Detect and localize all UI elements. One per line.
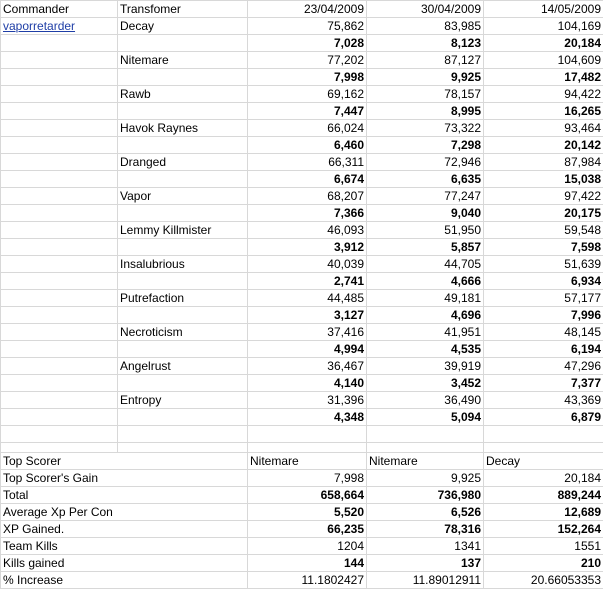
player-gain-cell[interactable]: 20,142 — [484, 137, 603, 154]
player-gain-row — [1, 171, 603, 188]
player-gain-cell[interactable]: 4,994 — [248, 341, 367, 358]
player-gain-cell[interactable]: 7,598 — [484, 239, 603, 256]
summary-value[interactable]: Nitemare — [367, 453, 484, 470]
player-xp-cell[interactable]: 41,951 — [367, 324, 484, 341]
date-header-2[interactable]: 30/04/2009 — [367, 1, 484, 18]
player-name[interactable]: Vapor — [118, 188, 248, 205]
empty-cell[interactable] — [118, 375, 248, 392]
player-xp-row — [1, 392, 603, 409]
empty-cell[interactable] — [1, 256, 118, 273]
summary-value[interactable]: 66,235 — [248, 521, 367, 538]
player-gain-cell[interactable]: 4,535 — [367, 341, 484, 358]
player-gain-cell[interactable]: 9,925 — [367, 69, 484, 86]
player-xp-cell[interactable]: 44,705 — [367, 256, 484, 273]
summary-value[interactable]: 11.1802427 — [248, 572, 367, 589]
empty-cell[interactable] — [1, 154, 118, 171]
player-xp-row — [1, 222, 603, 239]
player-gain-cell[interactable]: 7,996 — [484, 307, 603, 324]
player-gain-cell[interactable]: 3,452 — [367, 375, 484, 392]
summary-value[interactable]: 20,184 — [484, 470, 603, 487]
empty-cell[interactable] — [118, 341, 248, 358]
player-xp-cell[interactable]: 66,311 — [248, 154, 367, 171]
summary-row-team-kills — [1, 538, 603, 555]
player-xp-cell[interactable]: 59,548 — [484, 222, 603, 239]
player-xp-cell[interactable]: 87,127 — [367, 52, 484, 69]
player-xp-row — [1, 256, 603, 273]
player-gain-cell[interactable]: 5,857 — [367, 239, 484, 256]
empty-cell[interactable] — [118, 239, 248, 256]
transformer-header[interactable]: Transfomer — [118, 1, 248, 18]
player-gain-cell[interactable]: 6,460 — [248, 137, 367, 154]
player-xp-cell[interactable]: 66,024 — [248, 120, 367, 137]
summary-value[interactable]: Nitemare — [248, 453, 367, 470]
summary-value[interactable]: 1341 — [367, 538, 484, 555]
empty-cell[interactable] — [1, 52, 118, 69]
summary-label[interactable]: Top Scorer — [1, 453, 248, 470]
player-xp-row — [1, 86, 603, 103]
player-xp-cell[interactable]: 51,950 — [367, 222, 484, 239]
player-name[interactable]: Putrefaction — [118, 290, 248, 307]
player-xp-row — [1, 18, 603, 35]
empty-cell[interactable] — [1, 171, 118, 188]
player-xp-cell[interactable]: 43,369 — [484, 392, 603, 409]
player-gain-row — [1, 35, 603, 52]
summary-value[interactable]: 1551 — [484, 538, 603, 555]
player-name[interactable]: Insalubrious — [118, 256, 248, 273]
empty-cell[interactable] — [1, 69, 118, 86]
player-gain-cell[interactable]: 5,094 — [367, 409, 484, 426]
player-name[interactable]: Havok Raynes — [118, 120, 248, 137]
summary-value[interactable]: Decay — [484, 453, 603, 470]
summary-value[interactable]: 152,264 — [484, 521, 603, 538]
player-gain-row — [1, 409, 603, 426]
player-gain-cell[interactable]: 7,377 — [484, 375, 603, 392]
empty-cell[interactable] — [1, 341, 118, 358]
player-xp-cell[interactable]: 77,202 — [248, 52, 367, 69]
player-xp-cell[interactable]: 48,145 — [484, 324, 603, 341]
summary-label[interactable]: XP Gained. — [1, 521, 248, 538]
empty-cell[interactable] — [248, 426, 367, 443]
player-xp-row — [1, 188, 603, 205]
summary-value[interactable]: 210 — [484, 555, 603, 572]
empty-cell[interactable] — [118, 273, 248, 290]
player-gain-cell[interactable]: 2,741 — [248, 273, 367, 290]
player-xp-cell[interactable]: 97,422 — [484, 188, 603, 205]
player-gain-cell[interactable]: 7,447 — [248, 103, 367, 120]
summary-value[interactable]: 9,925 — [367, 470, 484, 487]
summary-row-kills-gained — [1, 555, 603, 572]
player-xp-cell[interactable]: 93,464 — [484, 120, 603, 137]
summary-label[interactable]: Kills gained — [1, 555, 248, 572]
summary-value[interactable]: 658,664 — [248, 487, 367, 504]
empty-cell[interactable] — [118, 69, 248, 86]
empty-cell[interactable] — [1, 188, 118, 205]
empty-cell[interactable] — [1, 120, 118, 137]
player-gain-cell[interactable]: 9,040 — [367, 205, 484, 222]
player-xp-cell[interactable]: 39,919 — [367, 358, 484, 375]
empty-cell[interactable] — [118, 35, 248, 52]
player-xp-cell[interactable]: 75,862 — [248, 18, 367, 35]
player-gain-cell[interactable]: 3,912 — [248, 239, 367, 256]
player-gain-cell[interactable]: 7,298 — [367, 137, 484, 154]
player-gain-cell[interactable]: 15,038 — [484, 171, 603, 188]
empty-cell[interactable] — [1, 103, 118, 120]
player-name[interactable]: Rawb — [118, 86, 248, 103]
empty-cell[interactable] — [484, 426, 603, 443]
player-gain-cell[interactable]: 7,998 — [248, 69, 367, 86]
commander-header[interactable]: Commander — [1, 1, 118, 18]
summary-label[interactable]: % Increase — [1, 572, 248, 589]
empty-cell[interactable] — [1, 239, 118, 256]
player-gain-cell[interactable]: 3,127 — [248, 307, 367, 324]
player-gain-row — [1, 307, 603, 324]
player-xp-cell[interactable]: 40,039 — [248, 256, 367, 273]
summary-value[interactable]: 736,980 — [367, 487, 484, 504]
summary-value[interactable]: 889,244 — [484, 487, 603, 504]
player-xp-cell[interactable]: 44,485 — [248, 290, 367, 307]
player-gain-row — [1, 103, 603, 120]
player-gain-cell[interactable]: 6,934 — [484, 273, 603, 290]
empty-cell[interactable] — [118, 171, 248, 188]
empty-cell[interactable] — [118, 137, 248, 154]
player-xp-cell[interactable]: 69,162 — [248, 86, 367, 103]
player-xp-row — [1, 52, 603, 69]
summary-value[interactable]: 20.66053353 — [484, 572, 603, 589]
empty-cell[interactable] — [484, 443, 603, 453]
empty-cell[interactable] — [1, 86, 118, 103]
player-gain-cell[interactable]: 6,674 — [248, 171, 367, 188]
empty-cell[interactable] — [367, 443, 484, 453]
player-name[interactable]: Dranged — [118, 154, 248, 171]
date-header-1[interactable]: 23/04/2009 — [248, 1, 367, 18]
summary-row-top-gain — [1, 470, 603, 487]
empty-cell[interactable] — [367, 426, 484, 443]
player-xp-cell[interactable]: 57,177 — [484, 290, 603, 307]
date-header-3[interactable]: 14/05/2009 — [484, 1, 603, 18]
empty-cell[interactable] — [118, 426, 248, 443]
empty-cell[interactable] — [1, 307, 118, 324]
player-gain-cell[interactable]: 16,265 — [484, 103, 603, 120]
player-gain-cell[interactable]: 4,348 — [248, 409, 367, 426]
player-xp-cell[interactable]: 78,157 — [367, 86, 484, 103]
player-xp-cell[interactable]: 68,207 — [248, 188, 367, 205]
empty-cell[interactable] — [1, 35, 118, 52]
player-xp-cell[interactable]: 36,490 — [367, 392, 484, 409]
player-gain-cell[interactable]: 8,123 — [367, 35, 484, 52]
summary-row-xp-gained — [1, 521, 603, 538]
player-gain-row — [1, 205, 603, 222]
summary-value[interactable]: 12,689 — [484, 504, 603, 521]
spacer-row — [1, 443, 603, 453]
player-gain-cell[interactable]: 20,175 — [484, 205, 603, 222]
player-xp-row — [1, 324, 603, 341]
summary-label[interactable]: Top Scorer's Gain — [1, 470, 248, 487]
summary-value[interactable]: 144 — [248, 555, 367, 572]
spacer-row — [1, 426, 603, 443]
player-name[interactable]: Decay — [118, 18, 248, 35]
empty-cell[interactable] — [248, 443, 367, 453]
empty-cell[interactable] — [1, 426, 118, 443]
player-xp-cell[interactable]: 72,946 — [367, 154, 484, 171]
summary-value[interactable]: 1204 — [248, 538, 367, 555]
empty-cell[interactable] — [118, 409, 248, 426]
player-xp-cell[interactable]: 104,609 — [484, 52, 603, 69]
player-gain-row — [1, 239, 603, 256]
summary-row-increase — [1, 572, 603, 589]
empty-cell[interactable] — [1, 324, 118, 341]
player-xp-cell[interactable]: 49,181 — [367, 290, 484, 307]
player-gain-row — [1, 375, 603, 392]
player-gain-row — [1, 69, 603, 86]
sheet-body — [1, 1, 603, 589]
summary-label[interactable]: Total — [1, 487, 248, 504]
player-gain-cell[interactable]: 4,666 — [367, 273, 484, 290]
player-name[interactable]: Angelrust — [118, 358, 248, 375]
player-gain-cell[interactable]: 8,995 — [367, 103, 484, 120]
player-name[interactable]: Nitemare — [118, 52, 248, 69]
player-xp-cell[interactable]: 31,396 — [248, 392, 367, 409]
empty-cell[interactable] — [1, 290, 118, 307]
commander-link[interactable]: vaporretarder — [1, 18, 118, 35]
player-xp-cell[interactable]: 104,169 — [484, 18, 603, 35]
player-gain-cell[interactable]: 4,140 — [248, 375, 367, 392]
summary-value[interactable]: 137 — [367, 555, 484, 572]
player-xp-cell[interactable]: 73,322 — [367, 120, 484, 137]
player-gain-cell[interactable]: 6,194 — [484, 341, 603, 358]
player-gain-cell[interactable]: 6,879 — [484, 409, 603, 426]
player-xp-row — [1, 120, 603, 137]
empty-cell[interactable] — [1, 205, 118, 222]
summary-row-top-scorer — [1, 453, 603, 470]
empty-cell[interactable] — [1, 409, 118, 426]
player-xp-cell[interactable]: 46,093 — [248, 222, 367, 239]
player-xp-row — [1, 290, 603, 307]
player-xp-row — [1, 154, 603, 171]
player-xp-cell[interactable]: 51,639 — [484, 256, 603, 273]
empty-cell[interactable] — [1, 375, 118, 392]
summary-label[interactable]: Average Xp Per Con — [1, 504, 248, 521]
empty-cell[interactable] — [1, 222, 118, 239]
summary-value[interactable]: 78,316 — [367, 521, 484, 538]
player-gain-cell[interactable]: 7,366 — [248, 205, 367, 222]
empty-cell[interactable] — [1, 392, 118, 409]
summary-row-total — [1, 487, 603, 504]
player-xp-cell[interactable]: 36,467 — [248, 358, 367, 375]
summary-label[interactable]: Team Kills — [1, 538, 248, 555]
player-xp-cell[interactable]: 47,296 — [484, 358, 603, 375]
empty-cell[interactable] — [1, 273, 118, 290]
player-gain-cell[interactable]: 4,696 — [367, 307, 484, 324]
empty-cell[interactable] — [118, 307, 248, 324]
player-xp-cell[interactable]: 83,985 — [367, 18, 484, 35]
summary-value[interactable]: 5,520 — [248, 504, 367, 521]
player-gain-cell[interactable]: 7,028 — [248, 35, 367, 52]
summary-row-avg — [1, 504, 603, 521]
empty-cell[interactable] — [118, 103, 248, 120]
player-gain-cell[interactable]: 6,635 — [367, 171, 484, 188]
player-xp-cell[interactable]: 37,416 — [248, 324, 367, 341]
empty-cell[interactable] — [118, 205, 248, 222]
player-gain-row — [1, 273, 603, 290]
player-gain-row — [1, 137, 603, 154]
summary-value[interactable]: 6,526 — [367, 504, 484, 521]
header-row — [1, 1, 603, 18]
empty-cell[interactable] — [1, 443, 118, 453]
player-name[interactable]: Lemmy Killmister — [118, 222, 248, 239]
player-name[interactable]: Necroticism — [118, 324, 248, 341]
player-xp-row — [1, 358, 603, 375]
player-xp-cell[interactable]: 94,422 — [484, 86, 603, 103]
player-gain-cell[interactable]: 20,184 — [484, 35, 603, 52]
empty-cell[interactable] — [1, 137, 118, 154]
player-xp-cell[interactable]: 87,984 — [484, 154, 603, 171]
empty-cell[interactable] — [1, 358, 118, 375]
player-name[interactable]: Entropy — [118, 392, 248, 409]
player-gain-cell[interactable]: 17,482 — [484, 69, 603, 86]
player-gain-row — [1, 341, 603, 358]
summary-value[interactable]: 11.89012911 — [367, 572, 484, 589]
summary-value[interactable]: 7,998 — [248, 470, 367, 487]
player-xp-cell[interactable]: 77,247 — [367, 188, 484, 205]
empty-cell[interactable] — [118, 443, 248, 453]
